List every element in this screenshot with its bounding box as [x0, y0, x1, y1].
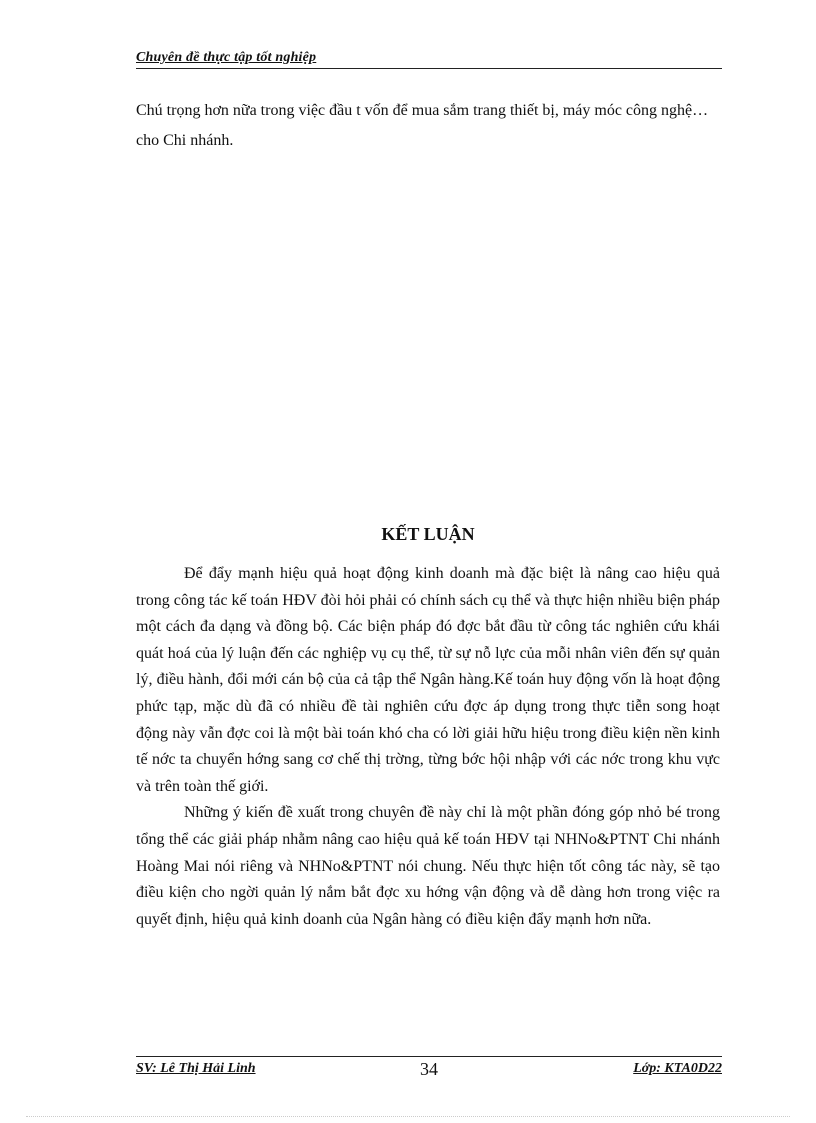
conclusion-paragraph-1: Để đẩy mạnh hiệu quả hoạt động kinh doanh mà đặc biệt là nâng cao hiệu quả trong công tác kế toán HĐV đòi hỏi phải có chính sách cụ thể và thực hiện nhiều biện pháp một cách đa dạng và đồng bộ. Các biện pháp đó đợc bắt đầu từ công tác nghiên cứu khái quát hoá của lý luận đến các nghiệp vụ cụ thể, từ sự nỗ lực của mỗi nhân viên đến sự quản lý, điều hành, đổi mới cán bộ của cả tập thể Ngân hàng.Kế toán huy động vốn là hoạt động phức tạp, mặc dù đã có nhiều đề tài nghiên cứu đợc áp dụng trong thực tiễn song hoạt động này vẫn đợc coi là một bài toán khó cha có lời giải hữu hiệu trong điều kiện nền kinh tế nớc ta chuyển hớng sang cơ chế thị trờng, từng bớc hội nhập với các nớc trong khu vực và trên toàn thế giới.: [136, 565, 720, 795]
section-title: KẾT LUẬN: [381, 524, 475, 544]
page-number: 34: [420, 1059, 438, 1079]
page-edge-divider: [26, 1116, 790, 1117]
footer-class: Lớp: KTA0D22: [633, 1061, 722, 1076]
header-title: Chuyên đề thực tập tốt nghiệp: [136, 50, 317, 65]
footer-author: SV: Lê Thị Hải Linh: [136, 1061, 256, 1076]
page-header: [136, 48, 722, 69]
conclusion-paragraph-2: Những ý kiến đề xuất trong chuyên đề này chỉ là một phần đóng góp nhỏ bé trong tổng thể các giải pháp nhằm nâng cao hiệu quả kế toán HĐV tại NHNo&PTNT Chi nhánh Hoàng Mai nói riêng và NHNo&PTNT nói chung. Nếu thực hiện tốt công tác này, sẽ tạo điều kiện cho ngời quản lý nắm bắt đợc xu hớng vận động và dễ dàng hơn trong việc ra quyết định, hiệu quả kinh doanh của Ngân hàng có điều kiện đẩy mạnh hơn nữa.: [136, 804, 720, 928]
conclusion-body: [136, 561, 720, 933]
page-footer: [136, 1056, 722, 1083]
intro-paragraph: Chú trọng hơn nữa trong việc đầu t vốn để mua sắm trang thiết bị, máy móc công nghệ… cho Chi nhánh.: [136, 102, 709, 149]
